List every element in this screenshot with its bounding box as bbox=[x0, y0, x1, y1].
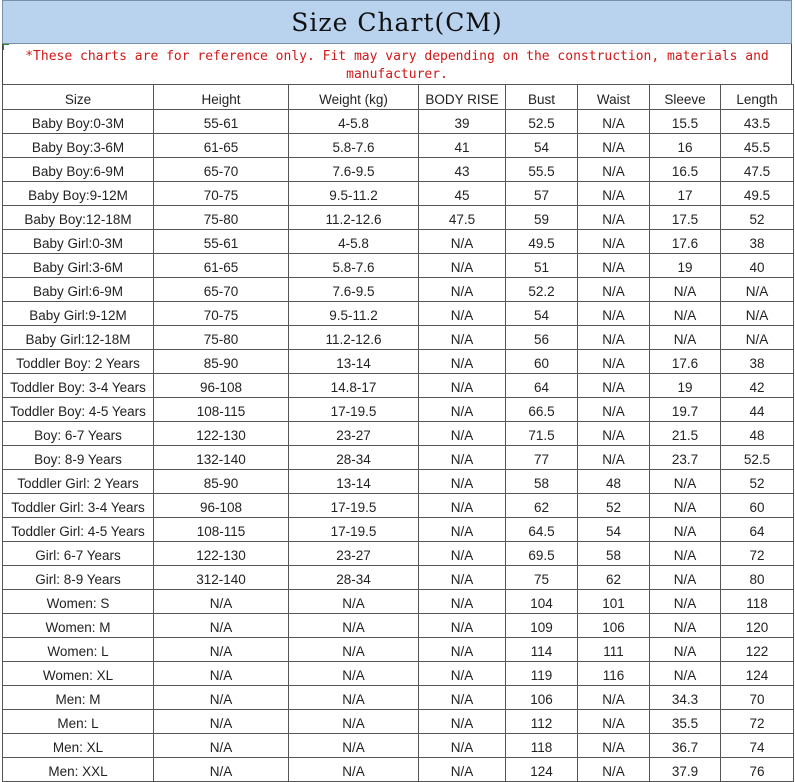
table-cell: 96-108 bbox=[154, 494, 289, 518]
table-cell: N/A bbox=[578, 734, 650, 758]
size-label-cell: Boy: 6-7 Years bbox=[3, 422, 154, 446]
table-cell: 43 bbox=[419, 158, 506, 182]
table-cell: N/A bbox=[154, 710, 289, 734]
table-row bbox=[3, 110, 794, 134]
size-label-cell: Baby Girl:9-12M bbox=[3, 302, 154, 326]
table-cell: N/A bbox=[578, 302, 650, 326]
table-cell: 55-61 bbox=[154, 230, 289, 254]
table-cell: 65-70 bbox=[154, 158, 289, 182]
table-cell: 106 bbox=[506, 686, 578, 710]
table-cell: 59 bbox=[506, 206, 578, 230]
table-cell: 11.2-12.6 bbox=[289, 206, 419, 230]
table-cell: 48 bbox=[721, 422, 794, 446]
size-label-cell: Toddler Boy: 4-5 Years bbox=[3, 398, 154, 422]
table-cell: 60 bbox=[721, 494, 794, 518]
table-cell: 13-14 bbox=[289, 350, 419, 374]
table-cell: N/A bbox=[419, 518, 506, 542]
table-cell: 72 bbox=[721, 710, 794, 734]
table-cell: 119 bbox=[506, 662, 578, 686]
table-row bbox=[3, 638, 794, 662]
table-cell: 76 bbox=[721, 758, 794, 782]
table-cell: N/A bbox=[419, 278, 506, 302]
column-header: Waist bbox=[578, 85, 650, 110]
size-label-cell: Toddler Girl: 3-4 Years bbox=[3, 494, 154, 518]
table-cell: 52.5 bbox=[506, 110, 578, 134]
table-cell: N/A bbox=[419, 350, 506, 374]
table-cell: 70-75 bbox=[154, 302, 289, 326]
table-row bbox=[3, 686, 794, 710]
table-cell: 54 bbox=[506, 134, 578, 158]
size-label-cell: Women: L bbox=[3, 638, 154, 662]
table-cell: 74 bbox=[721, 734, 794, 758]
table-cell: N/A bbox=[650, 638, 721, 662]
table-cell: 16.5 bbox=[650, 158, 721, 182]
table-cell: N/A bbox=[650, 302, 721, 326]
table-cell: N/A bbox=[419, 254, 506, 278]
table-cell: 5.8-7.6 bbox=[289, 254, 419, 278]
table-cell: N/A bbox=[650, 542, 721, 566]
table-cell: 62 bbox=[506, 494, 578, 518]
table-row bbox=[3, 662, 794, 686]
table-cell: N/A bbox=[721, 326, 794, 350]
table-cell: 17-19.5 bbox=[289, 398, 419, 422]
table-cell: 64 bbox=[721, 518, 794, 542]
size-label-cell: Baby Boy:12-18M bbox=[3, 206, 154, 230]
table-cell: 40 bbox=[721, 254, 794, 278]
table-cell: N/A bbox=[289, 590, 419, 614]
table-row bbox=[3, 254, 794, 278]
table-cell: 7.6-9.5 bbox=[289, 158, 419, 182]
table-cell: N/A bbox=[154, 734, 289, 758]
table-cell: 122-130 bbox=[154, 422, 289, 446]
table-cell: N/A bbox=[289, 734, 419, 758]
table-cell: 66.5 bbox=[506, 398, 578, 422]
table-row bbox=[3, 302, 794, 326]
table-cell: N/A bbox=[289, 614, 419, 638]
table-cell: N/A bbox=[419, 710, 506, 734]
table-cell: 42 bbox=[721, 374, 794, 398]
table-row bbox=[3, 206, 794, 230]
size-label-cell: Girl: 8-9 Years bbox=[3, 566, 154, 590]
table-cell: 47.5 bbox=[419, 206, 506, 230]
table-cell: 4-5.8 bbox=[289, 230, 419, 254]
table-row bbox=[3, 326, 794, 350]
table-cell: N/A bbox=[578, 134, 650, 158]
table-cell: N/A bbox=[289, 638, 419, 662]
table-cell: N/A bbox=[578, 350, 650, 374]
table-cell: N/A bbox=[578, 422, 650, 446]
table-cell: N/A bbox=[419, 398, 506, 422]
table-cell: 19 bbox=[650, 254, 721, 278]
table-cell: 52.5 bbox=[721, 446, 794, 470]
table-cell: 45 bbox=[419, 182, 506, 206]
table-cell: 17-19.5 bbox=[289, 518, 419, 542]
size-label-cell: Toddler Boy: 3-4 Years bbox=[3, 374, 154, 398]
table-cell: 114 bbox=[506, 638, 578, 662]
table-row bbox=[3, 758, 794, 782]
table-cell: 23-27 bbox=[289, 422, 419, 446]
table-cell: N/A bbox=[578, 230, 650, 254]
table-cell: 43.5 bbox=[721, 110, 794, 134]
table-cell: 55.5 bbox=[506, 158, 578, 182]
table-cell: 116 bbox=[578, 662, 650, 686]
table-cell: N/A bbox=[650, 518, 721, 542]
table-cell: 9.5-11.2 bbox=[289, 302, 419, 326]
size-label-cell: Baby Girl:0-3M bbox=[3, 230, 154, 254]
table-cell: 118 bbox=[721, 590, 794, 614]
table-cell: N/A bbox=[419, 662, 506, 686]
table-cell: 312-140 bbox=[154, 566, 289, 590]
table-cell: 80 bbox=[721, 566, 794, 590]
table-cell: 58 bbox=[506, 470, 578, 494]
table-cell: 44 bbox=[721, 398, 794, 422]
table-cell: 109 bbox=[506, 614, 578, 638]
table-cell: 132-140 bbox=[154, 446, 289, 470]
table-cell: 17.5 bbox=[650, 206, 721, 230]
table-cell: 57 bbox=[506, 182, 578, 206]
table-cell: 47.5 bbox=[721, 158, 794, 182]
size-label-cell: Baby Girl:6-9M bbox=[3, 278, 154, 302]
table-cell: 13-14 bbox=[289, 470, 419, 494]
table-cell: 52 bbox=[578, 494, 650, 518]
table-cell: N/A bbox=[419, 374, 506, 398]
table-cell: 60 bbox=[506, 350, 578, 374]
table-cell: 28-34 bbox=[289, 446, 419, 470]
size-label-cell: Toddler Boy: 2 Years bbox=[3, 350, 154, 374]
table-row bbox=[3, 398, 794, 422]
table-cell: N/A bbox=[578, 278, 650, 302]
table-cell: 17-19.5 bbox=[289, 494, 419, 518]
table-cell: 17.6 bbox=[650, 350, 721, 374]
table-cell: 17.6 bbox=[650, 230, 721, 254]
size-label-cell: Men: XXL bbox=[3, 758, 154, 782]
table-cell: 23.7 bbox=[650, 446, 721, 470]
table-cell: 75-80 bbox=[154, 206, 289, 230]
table-cell: 41 bbox=[419, 134, 506, 158]
table-cell: N/A bbox=[289, 758, 419, 782]
table-cell: N/A bbox=[419, 326, 506, 350]
table-cell: N/A bbox=[419, 758, 506, 782]
table-row bbox=[3, 158, 794, 182]
size-table-body bbox=[3, 85, 794, 782]
table-row bbox=[3, 614, 794, 638]
table-row bbox=[3, 734, 794, 758]
size-label-cell: Toddler Girl: 4-5 Years bbox=[3, 518, 154, 542]
size-label-cell: Toddler Girl: 2 Years bbox=[3, 470, 154, 494]
table-cell: N/A bbox=[650, 614, 721, 638]
table-cell: 64.5 bbox=[506, 518, 578, 542]
table-cell: 106 bbox=[578, 614, 650, 638]
table-row bbox=[3, 350, 794, 374]
table-cell: N/A bbox=[154, 662, 289, 686]
table-row bbox=[3, 518, 794, 542]
table-cell: N/A bbox=[419, 302, 506, 326]
size-table bbox=[2, 84, 794, 782]
table-cell: N/A bbox=[650, 662, 721, 686]
table-cell: 69.5 bbox=[506, 542, 578, 566]
table-cell: 58 bbox=[578, 542, 650, 566]
size-label-cell: Women: M bbox=[3, 614, 154, 638]
size-label-cell: Men: XL bbox=[3, 734, 154, 758]
table-cell: 71.5 bbox=[506, 422, 578, 446]
table-cell: 85-90 bbox=[154, 350, 289, 374]
column-header: Weight (kg) bbox=[289, 85, 419, 110]
column-header: Size bbox=[3, 85, 154, 110]
table-cell: 75 bbox=[506, 566, 578, 590]
table-cell: N/A bbox=[154, 686, 289, 710]
table-cell: 19 bbox=[650, 374, 721, 398]
table-cell: 28-34 bbox=[289, 566, 419, 590]
table-row bbox=[3, 134, 794, 158]
table-row bbox=[3, 590, 794, 614]
table-row bbox=[3, 374, 794, 398]
size-label-cell: Baby Boy:0-3M bbox=[3, 110, 154, 134]
table-cell: N/A bbox=[578, 206, 650, 230]
table-cell: 7.6-9.5 bbox=[289, 278, 419, 302]
table-cell: 108-115 bbox=[154, 518, 289, 542]
table-cell: 111 bbox=[578, 638, 650, 662]
table-cell: 52 bbox=[721, 470, 794, 494]
table-cell: 62 bbox=[578, 566, 650, 590]
table-cell: 15.5 bbox=[650, 110, 721, 134]
table-cell: 52.2 bbox=[506, 278, 578, 302]
size-label-cell: Girl: 6-7 Years bbox=[3, 542, 154, 566]
table-row bbox=[3, 542, 794, 566]
size-label-cell: Baby Boy:9-12M bbox=[3, 182, 154, 206]
table-cell: N/A bbox=[419, 638, 506, 662]
table-cell: 5.8-7.6 bbox=[289, 134, 419, 158]
table-cell: 49.5 bbox=[721, 182, 794, 206]
table-cell: 19.7 bbox=[650, 398, 721, 422]
table-cell: 64 bbox=[506, 374, 578, 398]
table-cell: N/A bbox=[419, 734, 506, 758]
table-cell: N/A bbox=[419, 542, 506, 566]
table-cell: N/A bbox=[154, 638, 289, 662]
size-label-cell: Women: S bbox=[3, 590, 154, 614]
table-cell: N/A bbox=[154, 614, 289, 638]
table-cell: 112 bbox=[506, 710, 578, 734]
column-header: BODY RISE bbox=[419, 85, 506, 110]
column-header: Bust bbox=[506, 85, 578, 110]
table-cell: 124 bbox=[506, 758, 578, 782]
table-cell: 35.5 bbox=[650, 710, 721, 734]
table-header-row bbox=[3, 85, 794, 110]
table-cell: N/A bbox=[578, 758, 650, 782]
table-row bbox=[3, 278, 794, 302]
table-cell: N/A bbox=[419, 686, 506, 710]
size-label-cell: Men: M bbox=[3, 686, 154, 710]
column-header: Length bbox=[721, 85, 794, 110]
table-cell: N/A bbox=[578, 110, 650, 134]
table-cell: 17 bbox=[650, 182, 721, 206]
table-cell: 48 bbox=[578, 470, 650, 494]
table-cell: N/A bbox=[578, 182, 650, 206]
table-cell: 85-90 bbox=[154, 470, 289, 494]
table-cell: N/A bbox=[578, 158, 650, 182]
table-cell: N/A bbox=[578, 374, 650, 398]
table-cell: N/A bbox=[578, 254, 650, 278]
table-cell: 45.5 bbox=[721, 134, 794, 158]
table-cell: N/A bbox=[419, 494, 506, 518]
table-cell: 96-108 bbox=[154, 374, 289, 398]
table-cell: 101 bbox=[578, 590, 650, 614]
table-cell: N/A bbox=[578, 398, 650, 422]
table-cell: 4-5.8 bbox=[289, 110, 419, 134]
table-cell: 65-70 bbox=[154, 278, 289, 302]
table-cell: N/A bbox=[650, 326, 721, 350]
table-cell: 38 bbox=[721, 350, 794, 374]
table-cell: N/A bbox=[578, 686, 650, 710]
size-label-cell: Men: L bbox=[3, 710, 154, 734]
table-cell: 34.3 bbox=[650, 686, 721, 710]
table-row bbox=[3, 446, 794, 470]
table-cell: N/A bbox=[650, 494, 721, 518]
table-row bbox=[3, 422, 794, 446]
table-row bbox=[3, 710, 794, 734]
table-cell: N/A bbox=[650, 470, 721, 494]
table-cell: 55-61 bbox=[154, 110, 289, 134]
table-cell: 104 bbox=[506, 590, 578, 614]
size-label-cell: Women: XL bbox=[3, 662, 154, 686]
size-label-cell: Baby Girl:3-6M bbox=[3, 254, 154, 278]
table-cell: N/A bbox=[419, 230, 506, 254]
size-label-cell: Boy: 8-9 Years bbox=[3, 446, 154, 470]
table-cell: 72 bbox=[721, 542, 794, 566]
chart-title: Size Chart(CM) bbox=[2, 0, 792, 44]
table-cell: 77 bbox=[506, 446, 578, 470]
table-cell: N/A bbox=[154, 758, 289, 782]
table-row bbox=[3, 566, 794, 590]
table-cell: N/A bbox=[578, 326, 650, 350]
table-cell: 16 bbox=[650, 134, 721, 158]
table-cell: 118 bbox=[506, 734, 578, 758]
table-cell: N/A bbox=[419, 566, 506, 590]
table-cell: N/A bbox=[154, 590, 289, 614]
table-cell: 52 bbox=[721, 206, 794, 230]
table-cell: N/A bbox=[419, 470, 506, 494]
table-cell: 9.5-11.2 bbox=[289, 182, 419, 206]
table-cell: 108-115 bbox=[154, 398, 289, 422]
table-cell: N/A bbox=[419, 422, 506, 446]
size-label-cell: Baby Girl:12-18M bbox=[3, 326, 154, 350]
table-cell: 75-80 bbox=[154, 326, 289, 350]
table-cell: N/A bbox=[289, 662, 419, 686]
table-cell: 124 bbox=[721, 662, 794, 686]
table-cell: N/A bbox=[650, 278, 721, 302]
table-cell: 39 bbox=[419, 110, 506, 134]
table-cell: N/A bbox=[650, 590, 721, 614]
table-cell: N/A bbox=[419, 590, 506, 614]
table-cell: 11.2-12.6 bbox=[289, 326, 419, 350]
table-cell: 61-65 bbox=[154, 134, 289, 158]
table-cell: 56 bbox=[506, 326, 578, 350]
table-cell: 70 bbox=[721, 686, 794, 710]
table-cell: 61-65 bbox=[154, 254, 289, 278]
table-cell: 14.8-17 bbox=[289, 374, 419, 398]
table-cell: N/A bbox=[721, 302, 794, 326]
table-cell: 54 bbox=[506, 302, 578, 326]
table-cell: 49.5 bbox=[506, 230, 578, 254]
table-cell: N/A bbox=[419, 446, 506, 470]
table-cell: 37.9 bbox=[650, 758, 721, 782]
table-cell: N/A bbox=[578, 446, 650, 470]
table-cell: 21.5 bbox=[650, 422, 721, 446]
reference-note: *These charts are for reference only. Fit may vary depending on the construction, materials and manufacturer. bbox=[2, 44, 792, 84]
table-cell: N/A bbox=[419, 614, 506, 638]
table-cell: 122 bbox=[721, 638, 794, 662]
table-cell: N/A bbox=[578, 710, 650, 734]
table-cell: 122-130 bbox=[154, 542, 289, 566]
table-row bbox=[3, 470, 794, 494]
table-cell: N/A bbox=[721, 278, 794, 302]
table-row bbox=[3, 230, 794, 254]
column-header: Height bbox=[154, 85, 289, 110]
size-label-cell: Baby Boy:3-6M bbox=[3, 134, 154, 158]
table-cell: 36.7 bbox=[650, 734, 721, 758]
table-cell: 51 bbox=[506, 254, 578, 278]
table-cell: 70-75 bbox=[154, 182, 289, 206]
table-cell: 23-27 bbox=[289, 542, 419, 566]
table-row bbox=[3, 182, 794, 206]
table-cell: N/A bbox=[650, 566, 721, 590]
table-cell: 120 bbox=[721, 614, 794, 638]
size-label-cell: Baby Boy:6-9M bbox=[3, 158, 154, 182]
column-header: Sleeve bbox=[650, 85, 721, 110]
table-cell: 54 bbox=[578, 518, 650, 542]
table-cell: N/A bbox=[289, 686, 419, 710]
table-row bbox=[3, 494, 794, 518]
table-cell: N/A bbox=[289, 710, 419, 734]
table-cell: 38 bbox=[721, 230, 794, 254]
